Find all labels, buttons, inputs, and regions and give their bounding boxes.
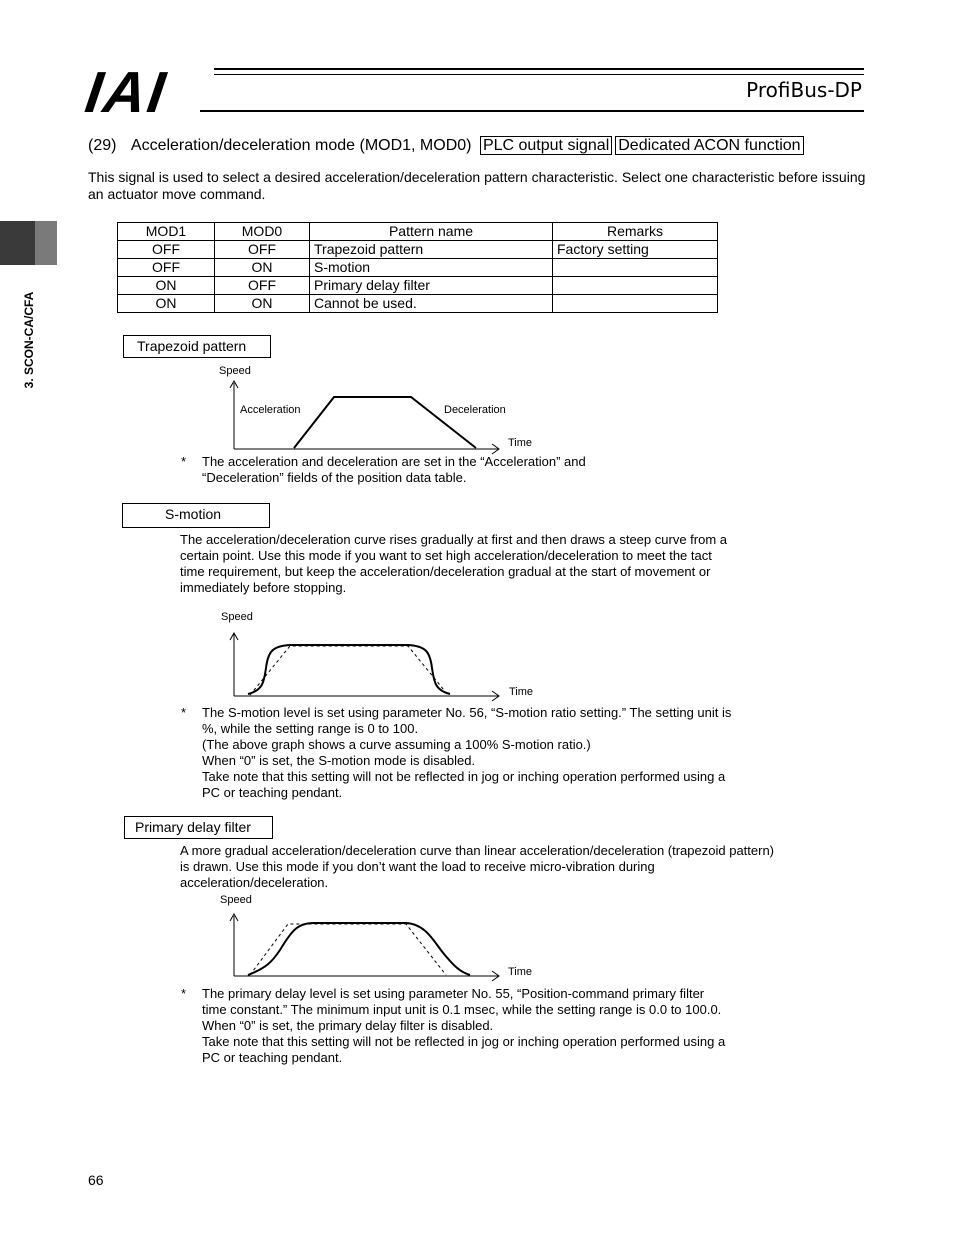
primary-delay-description: A more gradual acceleration/deceleration curve than linear acceleration/deceleration (trapezoid pattern) is drawn. Use this mode if you don’t want the load to receive micro-vibration during acceleration/deceleration.: [180, 843, 775, 890]
smotion-description: The acceleration/deceleration curve rises gradually at first and then draws a steep curve from a certain point. Use this mode if you want to set high acceleration/deceleration to meet the tact time requirement, but keep the acceleration/deceleration gradual at the start of movement or immediately before stopping.: [180, 532, 727, 595]
smotion-speed-label: Speed: [221, 611, 253, 623]
smotion-note-3: When “0” is set, the S-motion mode is disabled.: [202, 753, 476, 768]
smotion-note-2: (The above graph shows a curve assuming a 100% S-motion ratio.): [202, 737, 591, 752]
smotion-time-label: Time: [509, 686, 534, 698]
primary-speed-label: Speed: [220, 894, 252, 906]
primary-note-2: When “0” is set, the primary delay filter is disabled.: [202, 1018, 494, 1033]
trapezoid-accel-label: Acceleration: [240, 404, 301, 416]
header-title: ProfiBus-DP: [746, 78, 862, 102]
note-asterisk: *: [181, 705, 187, 720]
section-number: (29): [88, 137, 117, 154]
table-cell: Cannot be used.: [310, 295, 553, 313]
table-cell: Factory setting: [553, 241, 718, 259]
primary-delay-curve: [248, 923, 470, 975]
table-cell: ON: [215, 259, 310, 277]
table-cell: ON: [118, 295, 215, 313]
table-header: MOD1: [118, 223, 215, 241]
tag-plc-output: PLC output signal: [480, 136, 612, 155]
table-cell: ON: [215, 295, 310, 313]
page-number: 66: [88, 1172, 104, 1188]
table-header: Remarks: [553, 223, 718, 241]
smotion-label: S-motion: [122, 503, 270, 528]
trapezoid-speed-label: Speed: [219, 365, 251, 377]
table-cell: ON: [118, 277, 215, 295]
note-asterisk: *: [181, 454, 187, 469]
table-cell: S-motion: [310, 259, 553, 277]
trapezoid-note-text: The acceleration and deceleration are set in the “Acceleration” and “Deceleration” fields of the position data table.: [202, 454, 586, 485]
table-header: Pattern name: [310, 223, 553, 241]
table-header: MOD0: [215, 223, 310, 241]
table-cell: Primary delay filter: [310, 277, 553, 295]
primary-time-label: Time: [508, 966, 533, 978]
trapezoid-label: Trapezoid pattern: [123, 335, 271, 358]
tag-dedicated-acon: Dedicated ACON function: [615, 136, 803, 155]
table-cell: OFF: [215, 241, 310, 259]
trapezoid-decel-label: Deceleration: [444, 404, 506, 416]
primary-notes: [181, 986, 732, 1066]
trapezoid-time-label: Time: [508, 437, 533, 449]
note-asterisk: *: [181, 986, 187, 1001]
iai-logo: IAI: [81, 60, 171, 125]
intro-paragraph: This signal is used to select a desired acceleration/deceleration pattern characteristic. Select one characteristic before issuing an actuator move command.: [88, 169, 866, 202]
primary-note-1: The primary delay level is set using parameter No. 55, “Position-command primary filter time constant.” The minimum input unit is 0.1 msec, while the setting range is 0.0 to 100.0.: [202, 986, 722, 1017]
table-cell: Trapezoid pattern: [310, 241, 553, 259]
table-cell: OFF: [118, 241, 215, 259]
primary-delay-label: Primary delay filter: [124, 816, 273, 839]
table-cell: OFF: [215, 277, 310, 295]
table-cell: OFF: [118, 259, 215, 277]
smotion-note-4: Take note that this setting will not be reflected in jog or inching operation performed using a PC or teaching pendant.: [202, 769, 726, 800]
section-title: Acceleration/deceleration mode (MOD1, MOD0): [130, 137, 472, 154]
smotion-note-1: The S-motion level is set using parameter No. 56, “S-motion ratio setting.” The setting unit is %, while the setting range is 0 to 100.: [202, 705, 732, 736]
primary-note-3: Take note that this setting will not be reflected in jog or inching operation performed using a PC or teaching pendant.: [202, 1034, 726, 1065]
chapter-label: 3. SCON-CA/CFA: [22, 291, 36, 389]
